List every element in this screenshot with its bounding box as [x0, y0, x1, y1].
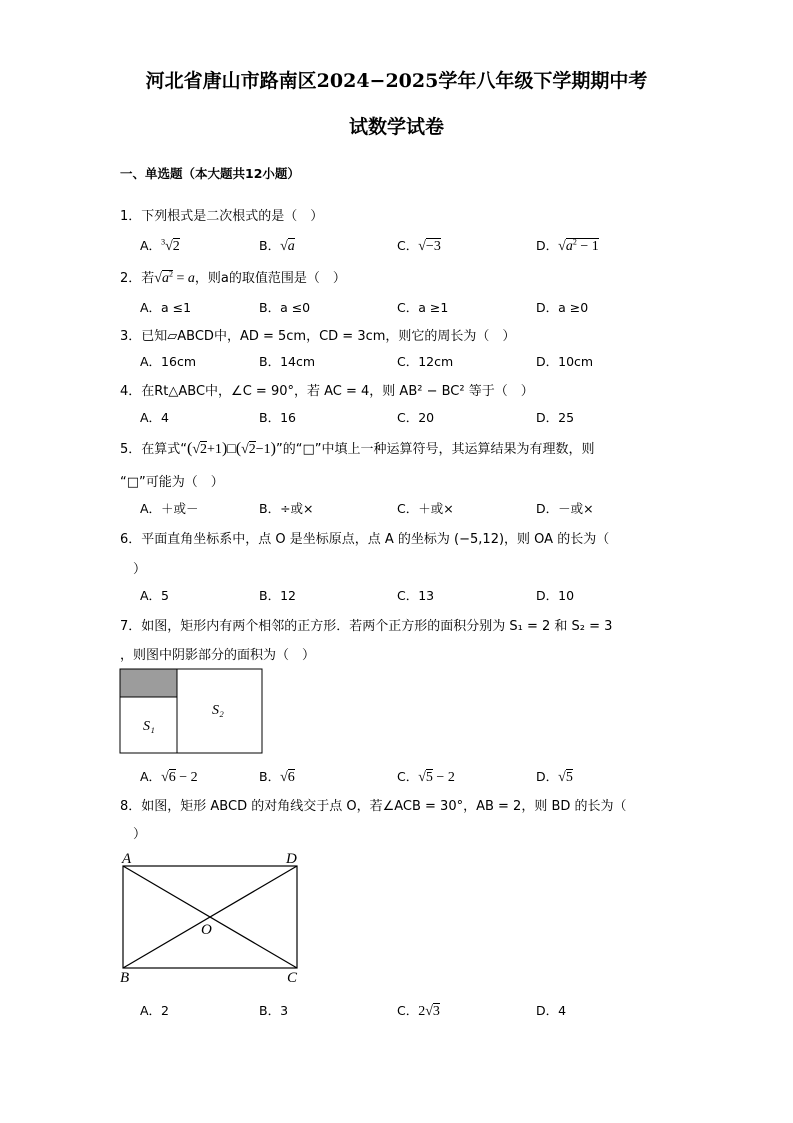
q3-option-b: B．14cm — [259, 354, 316, 369]
q2-option-d: D．a ≥0 — [536, 300, 589, 315]
question-6: 6．平面直角坐标系中，点 O 是坐标原点，点 A 的坐标为 (−5,12)，则 OA 的长为（ — [120, 532, 610, 547]
q3-option-d: D．10cm — [536, 354, 594, 369]
q7-label-s2: S₂ — [212, 703, 224, 718]
q6-option-c: C．13 — [397, 588, 435, 603]
question-1: 1．下列根式是二次根式的是（ ） — [120, 209, 324, 224]
question-4: 4．在Rt△ABC中，∠C = 90°，若 AC = 4，则 AB² − BC² 等于（ ） — [120, 384, 534, 399]
q3-option-c: C．12cm — [397, 354, 454, 369]
q1-option-c: C．√−3 — [397, 238, 441, 254]
question-5-line-2: “□”可能为（ ） — [120, 475, 224, 490]
question-8-line-2: ） — [133, 827, 147, 842]
q5-option-b: B．÷或× — [259, 501, 314, 516]
q8-option-b: B．3 — [259, 1003, 289, 1018]
q4-option-d: D．25 — [536, 410, 575, 425]
q5-option-d: D．－或× — [536, 501, 594, 516]
q2-option-c: C．a ≥1 — [397, 300, 449, 315]
q6-option-d: D．10 — [536, 588, 575, 603]
q8-label-b: B — [120, 970, 130, 986]
q7-shaded-region — [120, 669, 177, 697]
section-heading: 一、单选题（本大题共12小题） — [120, 166, 300, 181]
q3-option-a: A．16cm — [140, 354, 197, 369]
q5-option-c: C．＋或× — [397, 501, 454, 516]
q7-option-d: D．√5 — [536, 769, 573, 785]
q7-option-c: C．√5 − 2 — [397, 769, 455, 785]
question-6-line-2: ） — [133, 562, 147, 577]
question-2: 2．若$√a^2 = a$，则a的取值范围是（ ） — [120, 269, 346, 286]
question-8: 8．如图，矩形 ABCD 的对角线交于点 O，若∠ACB = 30°，AB = 2，则 BD 的长为（ — [120, 799, 627, 814]
q2-option-b: B．a ≤0 — [259, 300, 311, 315]
q7-label-s1: S₁ — [143, 719, 155, 734]
question-7-line-2: ，则图中阴影部分的面积为（ ） — [120, 648, 316, 663]
q8-figure — [115, 848, 305, 986]
q8-option-c: C．2√3 — [397, 1003, 440, 1019]
q8-label-c: C — [287, 970, 298, 986]
q1-option-d: D．$√a^2 - 1$ — [536, 237, 599, 254]
q4-option-c: C．20 — [397, 410, 435, 425]
q7-option-b: B．√6 — [259, 769, 295, 785]
q5-option-a: A．＋或－ — [140, 501, 199, 516]
q4-option-a: A．4 — [140, 410, 170, 425]
q4-option-b: B．16 — [259, 410, 296, 425]
question-7: 7．如图，矩形内有两个相邻的正方形．若两个正方形的面积分别为 S₁ = 2 和 S₂ = 3 — [120, 619, 613, 634]
question-5: 5．在算式“(√2+1)□(√2−1)”的“□”中填上一种运算符号，其运算结果为有理数，则 — [120, 440, 595, 457]
q8-option-a: A．2 — [140, 1003, 170, 1018]
q8-option-d: D．4 — [536, 1003, 567, 1018]
q8-label-o: O — [201, 922, 212, 938]
q7-option-a: A．√6 − 2 — [140, 769, 198, 785]
q6-option-b: B．12 — [259, 588, 296, 603]
q2-option-a: A．a ≤1 — [140, 300, 192, 315]
q1-option-b: B．√a — [259, 238, 295, 254]
title-line-1: 河北省唐山市路南区2024−2025学年八年级下学期期中考 — [145, 70, 648, 92]
title-line-2: 试数学试卷 — [348, 116, 444, 138]
q7-figure — [119, 668, 265, 756]
q6-option-a: A．5 — [140, 588, 170, 603]
question-3: 3．已知▱ABCD中，AD = 5cm，CD = 3cm，则它的周长为（ ） — [120, 329, 516, 344]
q8-label-d: D — [286, 851, 297, 867]
q8-label-a: A — [122, 851, 132, 867]
q1-option-a: A．$^3$√2 — [140, 237, 180, 254]
